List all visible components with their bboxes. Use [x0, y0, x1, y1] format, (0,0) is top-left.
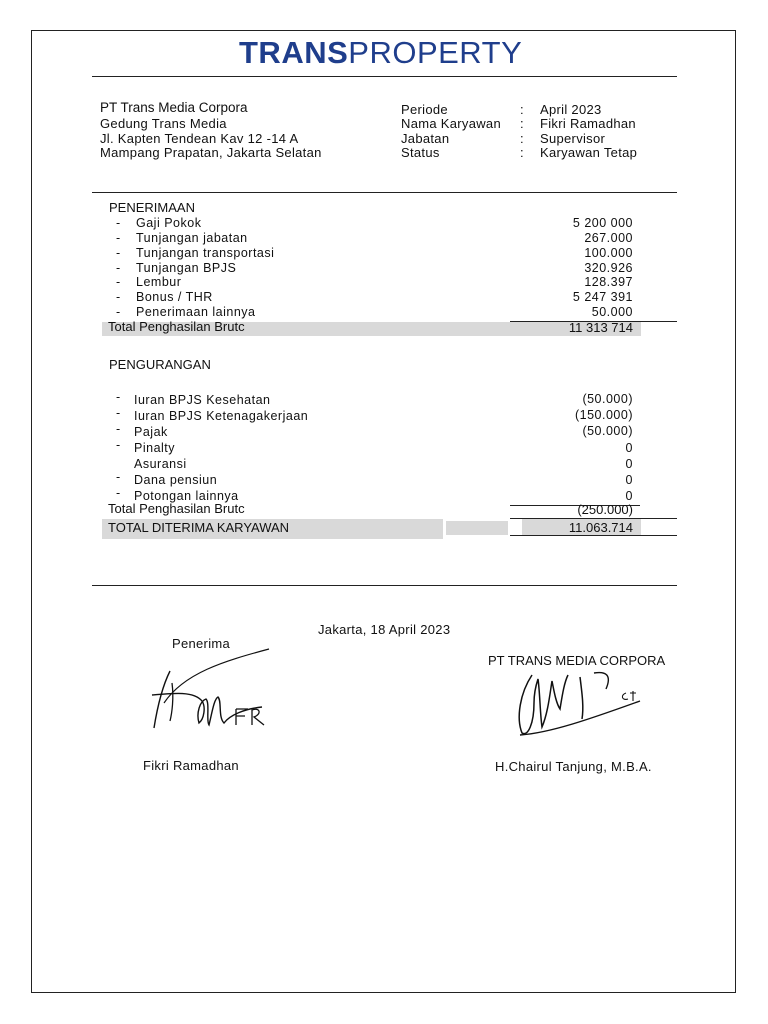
list-item-amount: 100.000 [584, 246, 633, 260]
list-item-amount: 50.000 [591, 305, 633, 319]
list-item-label: Tunjangan BPJS [136, 261, 237, 275]
grand-total-shade [446, 521, 508, 535]
list-item-amount: 267.000 [584, 231, 633, 245]
info-label: Nama Karyawan [401, 116, 501, 131]
list-item-label: Iuran BPJS Ketenagakerjaan [134, 409, 309, 423]
company-signature [510, 663, 650, 743]
info-value-nama: Fikri Ramadhan [540, 116, 636, 131]
company-building: Gedung Trans Media [100, 116, 227, 131]
company-signer-name: H.Chairul Tanjung, M.B.A. [495, 759, 652, 774]
info-label: Jabatan [401, 131, 450, 146]
transproperty-logo: TRANSPROPERTY [239, 35, 523, 70]
list-item-amount: 320.926 [584, 261, 633, 275]
list-item-amount: 5 247 391 [572, 290, 633, 304]
list-item-label: Tunjangan jabatan [136, 231, 248, 245]
list-item-amount: 128.397 [584, 275, 633, 289]
info-label: Periode [401, 102, 448, 117]
info-sep: : [520, 102, 524, 117]
list-item-amount: 0 [625, 457, 633, 471]
pengurangan-total-amount: (250.000) [577, 502, 633, 517]
company-address-1: Jl. Kapten Tendean Kav 12 -14 A [100, 131, 299, 146]
place-date: Jakarta, 18 April 2023 [318, 622, 451, 637]
list-item-amount: (50.000) [582, 392, 633, 406]
list-item-amount: (150.000) [574, 408, 633, 422]
penerimaan-total-label: Total Penghasilan Brutc [108, 319, 245, 334]
list-item-amount: 5 200 000 [572, 216, 633, 230]
list-item-label: Iuran BPJS Kesehatan [134, 393, 271, 407]
list-item-amount: 0 [625, 441, 633, 455]
list-item-amount: 0 [625, 489, 633, 503]
penerimaan-heading: PENERIMAAN [109, 200, 195, 215]
list-item-label: Penerimaan lainnya [136, 305, 256, 319]
list-item-label: Tunjangan transportasi [136, 246, 275, 260]
receiver-name: Fikri Ramadhan [143, 758, 239, 773]
company-name: PT Trans Media Corpora [100, 100, 248, 115]
info-value-periode: April 2023 [540, 102, 602, 117]
grand-total-rule-bottom [510, 535, 677, 536]
pengurangan-heading: PENGURANGAN [109, 357, 211, 372]
info-value-status: Karyawan Tetap [540, 145, 638, 160]
list-item-label: Pajak [134, 425, 168, 439]
header-divider [92, 76, 677, 77]
penerimaan-total-amount: 11 313 714 [568, 320, 633, 335]
list-item-amount: (50.000) [582, 424, 633, 438]
grand-total-amount: 11.063.714 [568, 520, 633, 535]
grand-total-label: TOTAL DITERIMA KARYAWAN [108, 520, 290, 535]
payslip-page: TRANSPROPERTY PT Trans Media Corpora Gedung Trans Media Jl. Kapten Tendean Kav 12 -14 A Mampang Prapatan, Jakarta Selatan Periode : April 2023 Nama Karyawan : Fikri Ramadhan Jabatan : Supervisor Status : Karyawan Tetap PENERIMAAN - Gaji Pokok 5 200 000 - Tunjangan jabatan 267.000 - Tunjangan transportasi 100.000 - Tunjangan BPJS 320.926 - Lembur 128.397 - Bonus / THR 5 247 391 - Penerimaan lainnya 50.000 Total Penghasilan Brutc 11 313 714 PENGURANGAN - Iuran BPJS Kesehatan (50.000) - Iuran BPJS Ketenagakerjaan (150.000) - Pajak (50.000) - Pinalty 0 Asuransi 0 - Dana pensiun 0 - Potongan lainnya 0 Total Penghasilan Brutc (250.000) TOTAL DITERIMA KARYAWAN 11.063.714 Jakarta, 18 April 2023 Penerima PT TRANS MEDIA CORPORA Fikri Ramadhan H.Chairul Tanjung, M.B.A. [31, 30, 736, 993]
info-sep: : [520, 116, 524, 131]
list-item-label: Potongan lainnya [134, 489, 239, 503]
list-item-amount: 0 [625, 473, 633, 487]
company-signature-title: PT TRANS MEDIA CORPORA [488, 653, 666, 668]
list-item-label: Dana pensiun [134, 473, 218, 487]
info-value-jabatan: Supervisor [540, 131, 606, 146]
section-divider [92, 192, 677, 193]
pengurangan-total-label: Total Penghasilan Brutc [108, 501, 245, 516]
info-label: Status [401, 145, 440, 160]
receiver-title: Penerima [172, 636, 231, 651]
info-sep: : [520, 145, 524, 160]
info-sep: : [520, 131, 524, 146]
receiver-signature [144, 643, 274, 733]
list-item-label: Bonus / THR [136, 290, 213, 304]
list-item-label: Asuransi [134, 457, 187, 471]
company-address-2: Mampang Prapatan, Jakarta Selatan [100, 145, 322, 160]
footer-divider [92, 585, 677, 586]
list-item-label: Lembur [136, 275, 182, 289]
list-item-label: Gaji Pokok [136, 216, 202, 230]
list-item-label: Pinalty [134, 441, 176, 455]
grand-total-rule-top [510, 518, 677, 519]
